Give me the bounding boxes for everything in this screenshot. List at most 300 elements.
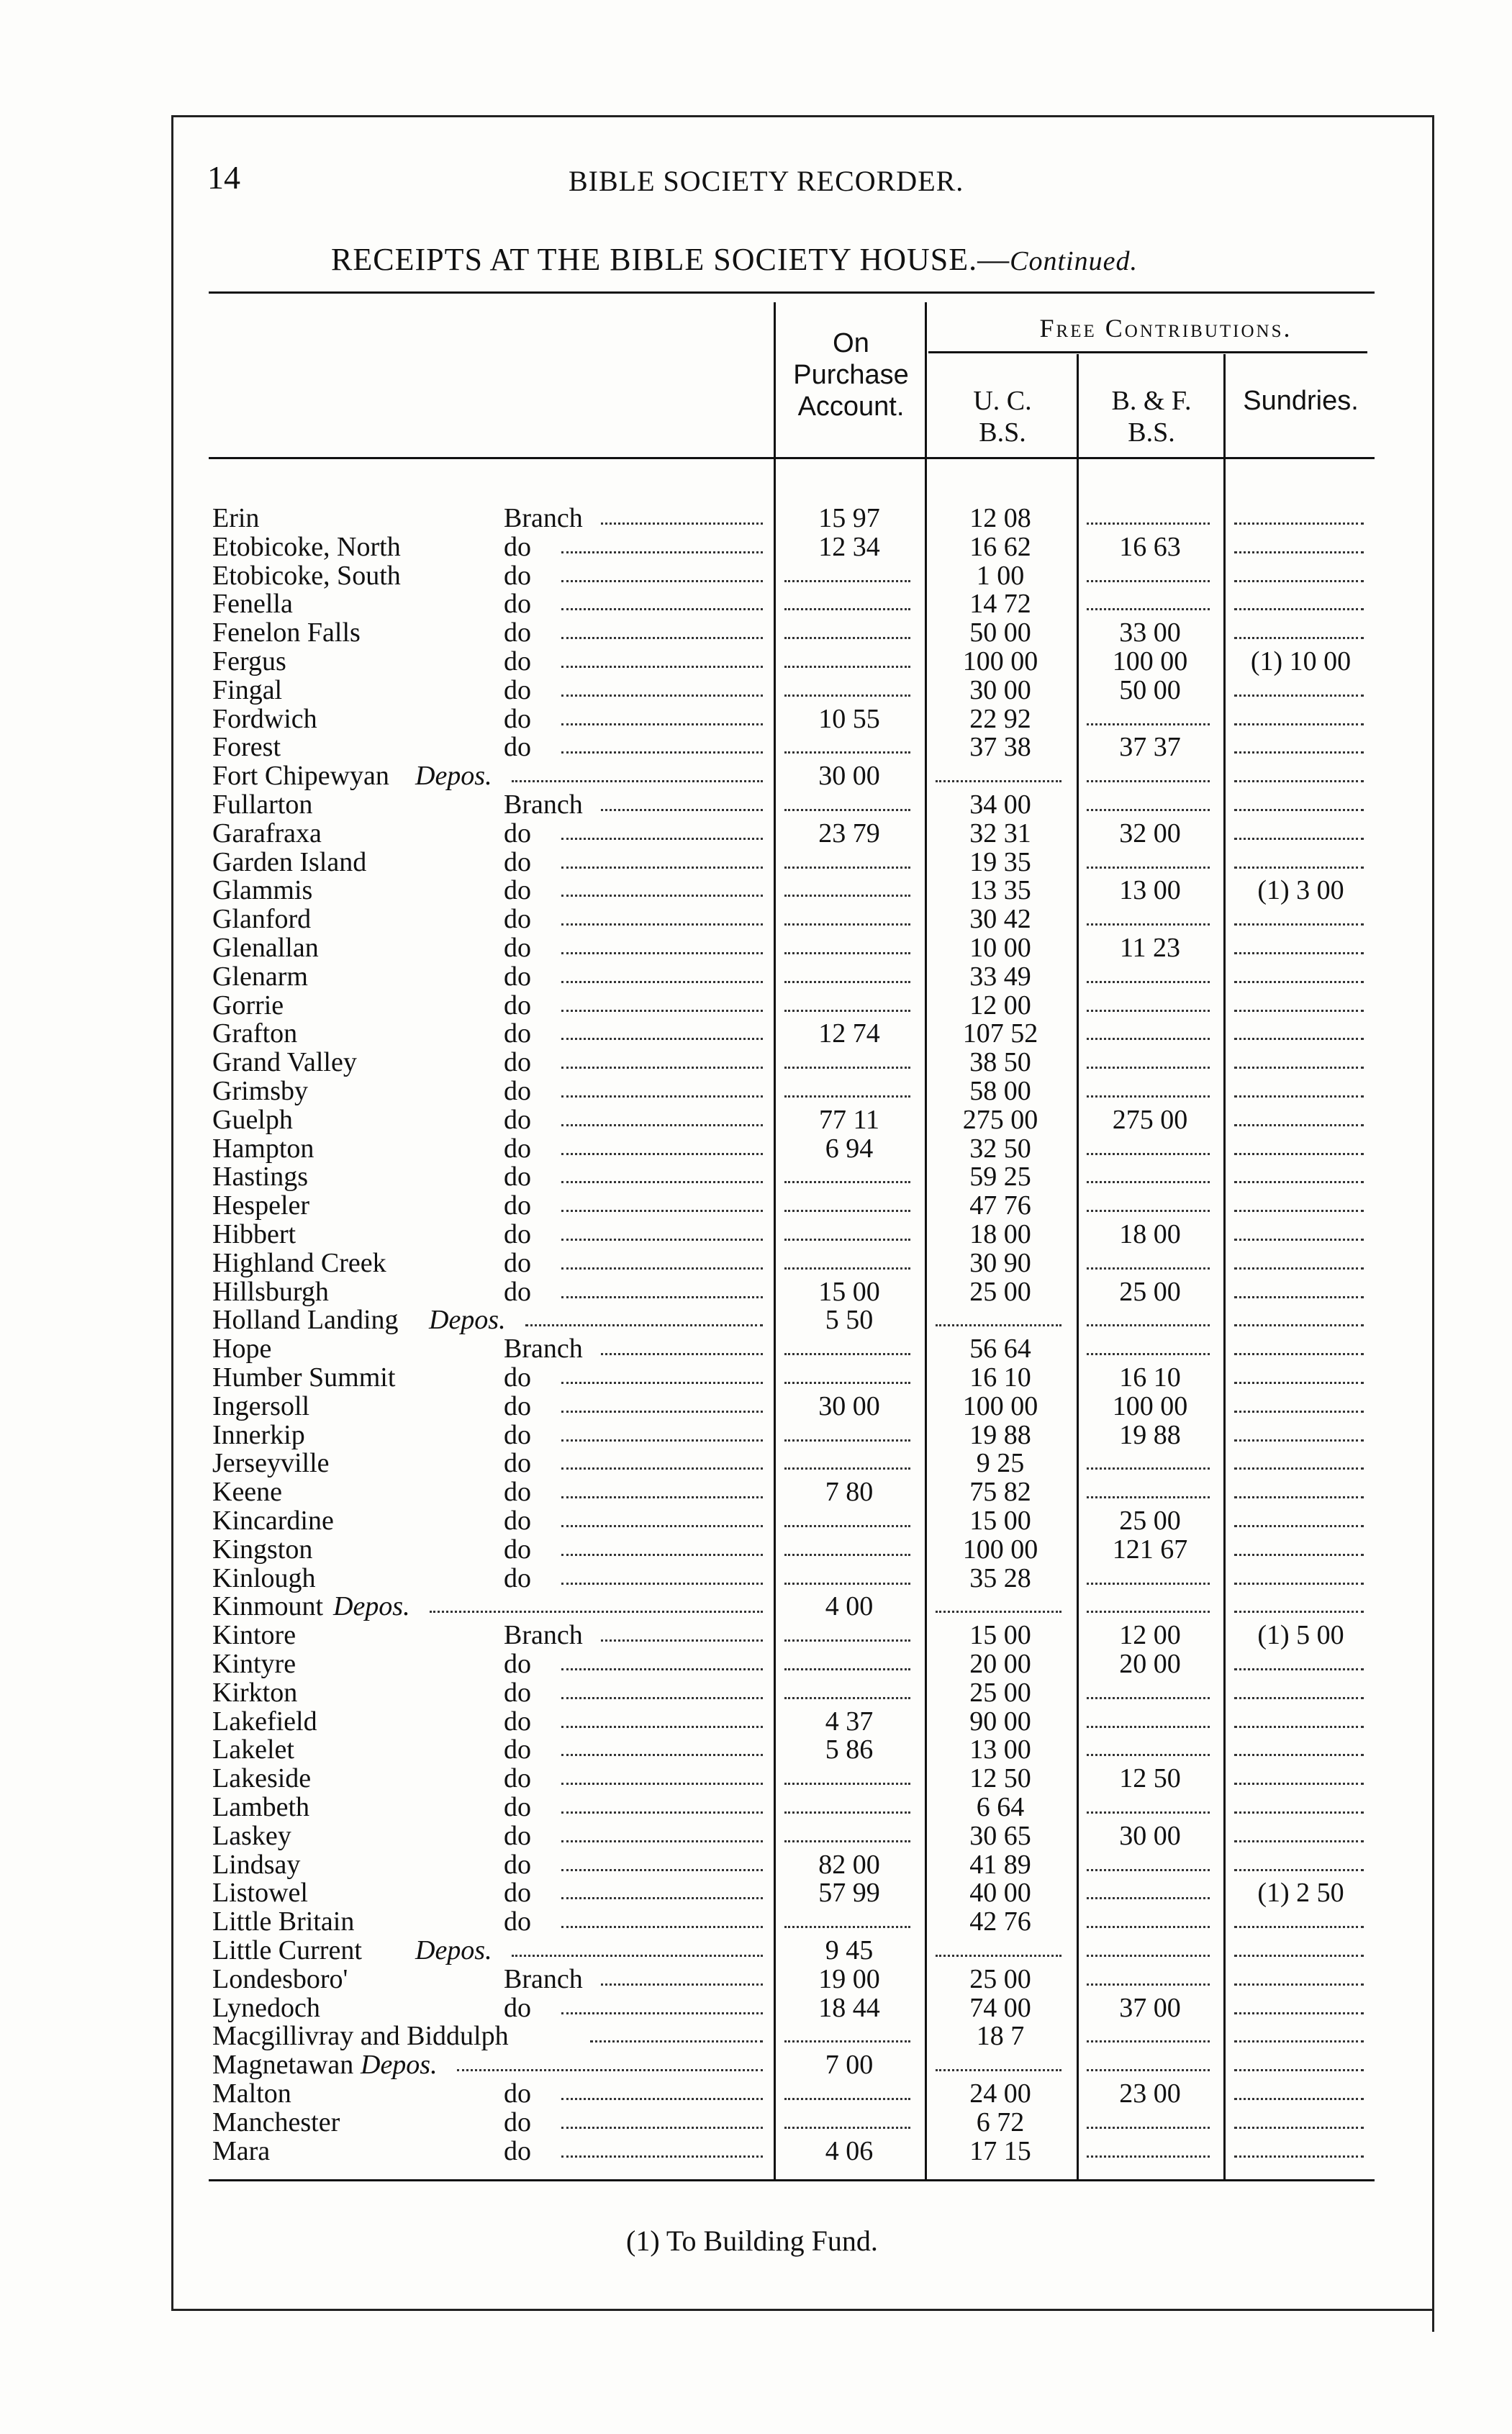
branch-type: do <box>504 961 531 992</box>
purchase-cell: 57 99 <box>818 1878 880 1909</box>
leader-dots <box>601 1353 763 1355</box>
table-row <box>0 1592 1512 1621</box>
branch-type: do <box>504 1706 531 1737</box>
leader-dots <box>561 1583 763 1585</box>
table-row <box>0 790 1512 819</box>
leader-dots <box>561 1554 763 1556</box>
place-name: Innerkip <box>212 1419 305 1450</box>
ucbs-cell: 50 00 <box>969 617 1031 648</box>
ucbs-cell: 38 50 <box>969 1047 1031 1078</box>
empty-cell-dots <box>1234 1754 1364 1756</box>
ucbs-cell: 24 00 <box>969 2078 1031 2109</box>
branch-type: do <box>504 1677 531 1708</box>
table-row <box>0 1907 1512 1936</box>
leader-dots <box>561 895 763 897</box>
empty-cell-dots <box>784 751 910 754</box>
purchase-cell: 15 00 <box>818 1276 880 1307</box>
place-name: Mara <box>212 2135 271 2166</box>
place-name: Macgillivray and Biddulph <box>212 2021 509 2052</box>
ucbs-cell: 15 00 <box>969 1506 1031 1536</box>
ucbs-cell: 10 00 <box>969 933 1031 963</box>
branch-type: do <box>504 2078 531 2109</box>
ucbs-cell: 19 88 <box>969 1419 1031 1450</box>
empty-cell-dots <box>784 1926 910 1928</box>
leader-dots <box>561 1897 763 1899</box>
ucbs-cell: 12 08 <box>969 503 1031 533</box>
ucbs-cell: 16 10 <box>969 1362 1031 1393</box>
leader-dots <box>561 1496 763 1498</box>
branch-type: Branch <box>504 1334 583 1365</box>
empty-cell-dots <box>1234 2098 1364 2100</box>
leader-dots <box>561 1095 763 1098</box>
place-name: Kinmount <box>212 1591 324 1622</box>
branch-type: do <box>504 1849 531 1880</box>
leader-dots <box>561 1840 763 1842</box>
empty-cell-dots <box>784 867 910 869</box>
empty-cell-dots <box>1234 1467 1364 1470</box>
ucbs-cell: 15 00 <box>969 1620 1031 1651</box>
table-row <box>0 1105 1512 1134</box>
empty-cell-dots <box>784 580 910 582</box>
branch-type: do <box>504 1247 531 1278</box>
leader-dots <box>561 952 763 954</box>
place-name: Fort Chipewyan <box>212 761 389 792</box>
table-row <box>0 1392 1512 1421</box>
branch-type: do <box>504 674 531 705</box>
empty-cell-dots <box>1234 695 1364 697</box>
purchase-cell: 9 45 <box>825 1935 874 1965</box>
ucbs-cell: 47 76 <box>969 1190 1031 1221</box>
leader-dots <box>590 2040 763 2042</box>
ucbs-cell: 59 25 <box>969 1162 1031 1193</box>
sundries-cell: (1) 2 50 <box>1257 1878 1344 1909</box>
empty-cell-dots <box>1087 1181 1210 1183</box>
place-name: Fordwich <box>212 703 317 734</box>
branch-type: do <box>504 1792 531 1822</box>
branch-type: do <box>504 2135 531 2166</box>
empty-cell-dots <box>1234 1869 1364 1871</box>
bfbs-cell: 50 00 <box>1119 674 1181 705</box>
empty-cell-dots <box>1087 2127 1210 2129</box>
ucbs-cell: 35 28 <box>969 1562 1031 1593</box>
place-name: Londesboro' <box>212 1963 348 1994</box>
table-row <box>0 819 1512 848</box>
empty-cell-dots <box>1234 867 1364 869</box>
branch-type: do <box>504 1162 531 1193</box>
empty-cell-dots <box>784 2098 910 2100</box>
place-name: Fergus <box>212 646 286 677</box>
place-name: Kintyre <box>212 1649 296 1679</box>
empty-cell-dots <box>1087 1897 1210 1899</box>
table-row <box>0 1994 1512 2022</box>
branch-type: Branch <box>504 1963 583 1994</box>
table-row <box>0 1019 1512 1048</box>
ucbs-cell: 30 42 <box>969 904 1031 935</box>
branch-type: do <box>504 1276 531 1307</box>
branch-type: do <box>504 1649 531 1679</box>
place-name: Garafraxa <box>212 818 322 849</box>
bfbs-cell: 25 00 <box>1119 1506 1181 1536</box>
bfbs-cell: 33 00 <box>1119 617 1181 648</box>
leader-dots <box>561 2155 763 2158</box>
leader-dots <box>561 1783 763 1785</box>
empty-cell-dots <box>1087 1353 1210 1355</box>
bfbs-cell: 275 00 <box>1112 1104 1188 1135</box>
leader-dots <box>561 1038 763 1040</box>
ucbs-cell: 100 00 <box>962 1390 1038 1421</box>
table-row <box>0 1249 1512 1277</box>
bfbs-cell: 25 00 <box>1119 1276 1181 1307</box>
leader-dots <box>561 1296 763 1298</box>
empty-cell-dots <box>784 952 910 954</box>
leader-dots <box>561 608 763 610</box>
leader-dots <box>561 2127 763 2129</box>
empty-cell-dots <box>1234 1554 1364 1556</box>
ucbs-cell: 90 00 <box>969 1706 1031 1737</box>
bfbs-cell: 11 23 <box>1119 933 1181 963</box>
branch-type: do <box>504 646 531 677</box>
ucbs-cell: 56 64 <box>969 1334 1031 1365</box>
table-row <box>0 1162 1512 1191</box>
empty-cell-dots <box>784 809 910 811</box>
table-row <box>0 2137 1512 2166</box>
table-row <box>0 589 1512 618</box>
bfbs-header-line-2: B.S. <box>1128 417 1175 448</box>
empty-cell-dots <box>1234 1439 1364 1442</box>
branch-type: do <box>504 1018 531 1049</box>
branch-type: Depos. <box>361 2050 438 2081</box>
place-name: Manchester <box>212 2107 340 2137</box>
bfbs-cell: 100 00 <box>1112 1390 1188 1421</box>
ucbs-cell: 275 00 <box>962 1104 1038 1135</box>
leader-dots <box>430 1611 763 1613</box>
table-row <box>0 991 1512 1020</box>
purchase-cell: 30 00 <box>818 761 880 792</box>
branch-type: do <box>504 1820 531 1851</box>
empty-cell-dots <box>1234 780 1364 782</box>
place-name: Erin <box>212 503 260 533</box>
empty-cell-dots <box>1087 608 1210 610</box>
table-row <box>0 1650 1512 1678</box>
ucbs-column-header <box>928 385 1077 448</box>
ucbs-cell: 12 00 <box>969 990 1031 1021</box>
leader-dots <box>561 1754 763 1756</box>
table-row <box>0 1478 1512 1506</box>
empty-cell-dots <box>784 1840 910 1842</box>
place-name: Fenelon Falls <box>212 617 361 648</box>
empty-cell-dots <box>1234 923 1364 926</box>
empty-cell-dots <box>784 981 910 983</box>
bfbs-cell: 37 00 <box>1119 1992 1181 2023</box>
empty-cell-dots <box>1234 1267 1364 1270</box>
table-row <box>0 705 1512 733</box>
empty-cell-dots <box>1234 2155 1364 2158</box>
branch-type: Depos. <box>429 1305 506 1336</box>
empty-cell-dots <box>1234 1124 1364 1126</box>
bfbs-cell: 100 00 <box>1112 646 1188 677</box>
empty-cell-dots <box>1234 637 1364 639</box>
branch-type: do <box>504 560 531 591</box>
purchase-cell: 7 00 <box>825 2050 874 2081</box>
branch-type: do <box>504 1878 531 1909</box>
table-row <box>0 1822 1512 1850</box>
leader-dots <box>561 1067 763 1069</box>
leader-dots <box>561 1869 763 1871</box>
leader-dots <box>561 1411 763 1413</box>
place-name: Glammis <box>212 875 313 906</box>
empty-cell-dots <box>1234 809 1364 811</box>
place-name: Lakeside <box>212 1763 312 1794</box>
place-name: Lynedoch <box>212 1992 320 2023</box>
empty-cell-dots <box>1234 1783 1364 1785</box>
table-row <box>0 876 1512 905</box>
table-row <box>0 1220 1512 1249</box>
ucbs-cell: 34 00 <box>969 790 1031 820</box>
bfbs-cell: 12 00 <box>1119 1620 1181 1651</box>
leader-dots <box>561 1382 763 1384</box>
branch-type: Branch <box>504 503 583 533</box>
branch-type: do <box>504 589 531 620</box>
empty-cell-dots <box>784 1010 910 1012</box>
title-rule <box>209 291 1375 294</box>
leader-dots <box>525 1324 763 1326</box>
ucbs-cell: 20 00 <box>969 1649 1031 1679</box>
leader-dots <box>561 637 763 639</box>
purchase-cell: 4 00 <box>825 1591 874 1622</box>
empty-cell-dots <box>1087 1697 1210 1699</box>
empty-cell-dots <box>784 1095 910 1098</box>
empty-cell-dots <box>1234 2127 1364 2129</box>
table-row <box>0 618 1512 647</box>
purchase-cell: 82 00 <box>818 1849 880 1880</box>
leader-dots <box>561 1153 763 1155</box>
ucbs-cell: 74 00 <box>969 1992 1031 2023</box>
table-row <box>0 1306 1512 1334</box>
empty-cell-dots <box>1087 780 1210 782</box>
place-name: Hibbert <box>212 1219 296 1249</box>
empty-cell-dots <box>1234 2040 1364 2042</box>
purchase-cell: 77 11 <box>818 1104 880 1135</box>
ucbs-cell: 1 00 <box>976 560 1025 591</box>
place-name: Fullarton <box>212 790 313 820</box>
empty-cell-dots <box>1087 1955 1210 1957</box>
place-name: Lambeth <box>212 1792 310 1822</box>
empty-cell-dots <box>1087 1611 1210 1613</box>
branch-type: do <box>504 846 531 877</box>
leader-dots <box>561 1010 763 1012</box>
empty-cell-dots <box>936 780 1061 782</box>
branch-type: do <box>504 1734 531 1765</box>
leader-dots <box>561 1181 763 1183</box>
leader-dots <box>561 580 763 582</box>
ucbs-cell: 58 00 <box>969 1076 1031 1106</box>
branch-type: do <box>504 818 531 849</box>
empty-cell-dots <box>1234 1611 1364 1613</box>
empty-cell-dots <box>784 1525 910 1527</box>
ucbs-cell: 19 35 <box>969 846 1031 877</box>
leader-dots <box>561 838 763 840</box>
branch-type: do <box>504 1534 531 1565</box>
empty-cell-dots <box>784 1267 910 1270</box>
table-title-continued: Continued. <box>1010 246 1138 276</box>
branch-type: do <box>504 732 531 763</box>
branch-type: do <box>504 1419 531 1450</box>
empty-cell-dots <box>784 1783 910 1785</box>
empty-cell-dots <box>784 637 910 639</box>
table-row <box>0 1449 1512 1478</box>
place-name: Lakefield <box>212 1706 317 1737</box>
ucbs-cell: 41 89 <box>969 1849 1031 1880</box>
footnote: (1) To Building Fund. <box>626 2225 878 2257</box>
leader-dots <box>561 751 763 754</box>
ucbs-cell: 40 00 <box>969 1878 1031 1909</box>
empty-cell-dots <box>1087 1726 1210 1728</box>
empty-cell-dots <box>1087 1267 1210 1270</box>
empty-cell-dots <box>1234 1095 1364 1098</box>
empty-cell-dots <box>784 2040 910 2042</box>
leader-dots <box>561 1210 763 1212</box>
table-row <box>0 1134 1512 1163</box>
empty-cell-dots <box>1234 580 1364 582</box>
empty-cell-dots <box>1234 1239 1364 1241</box>
sundries-cell: (1) 5 00 <box>1257 1620 1344 1651</box>
place-name: Hampton <box>212 1133 314 1164</box>
bfbs-cell: 37 37 <box>1119 732 1181 763</box>
free-contributions-header: Free Contributions. <box>1039 314 1293 343</box>
empty-cell-dots <box>1087 923 1210 926</box>
leader-dots <box>561 2012 763 2014</box>
place-name: Glenarm <box>212 961 308 992</box>
page-number: 14 <box>207 159 240 196</box>
bfbs-cell: 121 67 <box>1112 1534 1188 1565</box>
empty-cell-dots <box>1087 1811 1210 1814</box>
leader-dots <box>561 1239 763 1241</box>
bfbs-cell: 13 00 <box>1119 875 1181 906</box>
leader-dots <box>561 1668 763 1670</box>
place-name: Hespeler <box>212 1190 310 1221</box>
empty-cell-dots <box>1234 1525 1364 1527</box>
leader-dots <box>561 981 763 983</box>
table-row <box>0 2022 1512 2050</box>
empty-cell-dots <box>1234 1067 1364 1069</box>
branch-type: do <box>504 531 531 562</box>
branch-type: do <box>504 1190 531 1221</box>
empty-cell-dots <box>1234 1983 1364 1986</box>
place-name: Keene <box>212 1477 283 1508</box>
place-name: Fenella <box>212 589 293 620</box>
ucbs-header-line-2: B.S. <box>979 417 1026 448</box>
ucbs-cell: 12 50 <box>969 1763 1031 1794</box>
table-row <box>0 1735 1512 1764</box>
place-name: Highland Creek <box>212 1247 386 1278</box>
purchase-cell: 12 34 <box>818 531 880 562</box>
place-name: Glanford <box>212 904 312 935</box>
leader-dots <box>561 551 763 553</box>
ucbs-cell: 100 00 <box>962 1534 1038 1565</box>
purchase-column-header <box>777 327 925 422</box>
empty-cell-dots <box>1087 809 1210 811</box>
free-contributions-rule <box>928 351 1367 353</box>
place-name: Guelph <box>212 1104 293 1135</box>
branch-type: Branch <box>504 1620 583 1651</box>
table-row <box>0 1564 1512 1593</box>
purchase-cell: 7 80 <box>825 1477 874 1508</box>
place-name: Glenallan <box>212 933 319 963</box>
bfbs-column-header <box>1079 385 1223 448</box>
purchase-cell: 5 50 <box>825 1305 874 1336</box>
branch-type: do <box>504 1219 531 1249</box>
purchase-cell: 5 86 <box>825 1734 874 1765</box>
ucbs-cell: 9 25 <box>976 1448 1025 1479</box>
empty-cell-dots <box>1234 1210 1364 1212</box>
empty-cell-dots <box>1234 1324 1364 1326</box>
empty-cell-dots <box>784 2127 910 2129</box>
branch-type: do <box>504 904 531 935</box>
purchase-header-line-3: Account. <box>797 392 905 422</box>
leader-dots <box>457 2069 763 2071</box>
leader-dots <box>561 1525 763 1527</box>
place-name: Grimsby <box>212 1076 308 1106</box>
table-row <box>0 1764 1512 1793</box>
ucbs-cell: 100 00 <box>962 646 1038 677</box>
branch-type: Branch <box>504 790 583 820</box>
header-bottom-rule <box>209 457 1375 459</box>
empty-cell-dots <box>1087 1983 1210 1986</box>
empty-cell-dots <box>1087 580 1210 582</box>
table-row <box>0 1363 1512 1392</box>
table-row <box>0 2079 1512 2108</box>
ucbs-cell: 32 31 <box>969 818 1031 849</box>
place-name: Lakelet <box>212 1734 294 1765</box>
empty-cell-dots <box>1087 1038 1210 1040</box>
empty-cell-dots <box>1234 1411 1364 1413</box>
table-row <box>0 533 1512 561</box>
ucbs-cell: 30 90 <box>969 1247 1031 1278</box>
empty-cell-dots <box>1234 2069 1364 2071</box>
leader-dots <box>601 1639 763 1642</box>
leader-dots <box>561 695 763 697</box>
empty-cell-dots <box>1087 2155 1210 2158</box>
sundries-column-header: Sundries. <box>1243 386 1359 416</box>
empty-cell-dots <box>784 695 910 697</box>
place-name: Jerseyville <box>212 1448 330 1479</box>
ucbs-cell: 17 15 <box>969 2135 1031 2166</box>
table-row <box>0 962 1512 991</box>
ucbs-cell: 6 64 <box>976 1792 1025 1822</box>
leader-dots <box>561 723 763 725</box>
table-row <box>0 1707 1512 1736</box>
purchase-cell: 15 97 <box>818 503 880 533</box>
table-row <box>0 2108 1512 2137</box>
bfbs-cell: 32 00 <box>1119 818 1181 849</box>
ucbs-cell: 22 92 <box>969 703 1031 734</box>
bfbs-cell: 16 63 <box>1119 531 1181 562</box>
branch-type: do <box>504 1506 531 1536</box>
empty-cell-dots <box>1234 1668 1364 1670</box>
ucbs-cell: 14 72 <box>969 589 1031 620</box>
branch-type: do <box>504 1992 531 2023</box>
place-name: Kirkton <box>212 1677 298 1708</box>
place-name: Etobicoke, South <box>212 560 401 591</box>
ucbs-cell: 16 62 <box>969 531 1031 562</box>
leader-dots <box>561 1926 763 1928</box>
empty-cell-dots <box>1234 838 1364 840</box>
empty-cell-dots <box>1234 981 1364 983</box>
leader-dots <box>512 780 763 782</box>
leader-dots <box>561 1811 763 1814</box>
empty-cell-dots <box>1234 1181 1364 1183</box>
purchase-cell: 18 44 <box>818 1992 880 2023</box>
